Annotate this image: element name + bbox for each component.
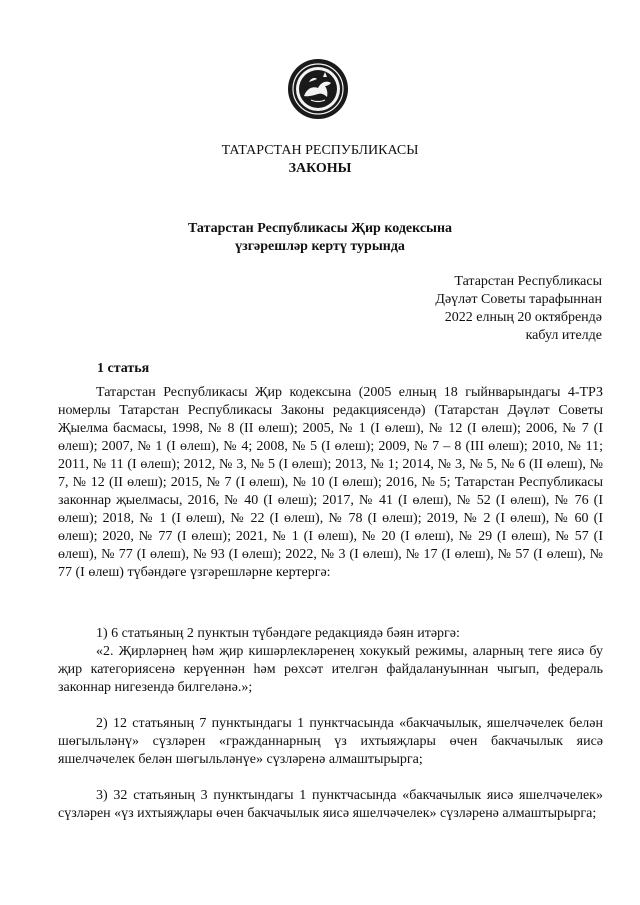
item1-text-paragraph: «2. Җирләрнең һәм җир кишәрлекләренең хокукый режимы, аларның теге яисә бу җир категориясенә керүеннән һәм рөхсәт ителгән файдалануыннан чыгып, федераль законнар нигезендә билгеләнә.»; [58,644,603,695]
document-title-line2: үзгәрешләр кертү турында [235,239,405,254]
adoption-line4: кабул ителде [525,328,602,343]
article-intro-paragraph: Татарстан Республикасы Җир кодексына (2005 елның 18 гыйнварындагы 4-ТРЗ номерлы Татарстан Республикасы Законы редакциясендә) (Татарстан Дәүләт Советы Җыелма басмасы, 1998, № 8 (II өлеш); 2005, № 1 (I өлеш), № 12 (I өлеш); 2006, № 7 (I өлеш); 2007, № 1 (I өлеш), № 4; 2008, № 5 (I өлеш); 2009, № 7 – 8 (III өлеш); 2010, № 11; 2011, № 11 (I өлеш); 2012, № 3, № 5 (I өлеш); 2013, № 1; 2014, № 3, № 5, № 6 (II өлеш), № 7, № 12 (II өлеш); 2015, № 7 (I өлеш), № 10 (I өлеш); 2016, № 5; Татарстан Республикасы законнар җыелмасы, 2016, № 40 (I өлеш); 2017, № 41 (I өлеш), № 52 (I өлеш), № 76 (I өлеш); 2018, № 1 (I өлеш), № 22 (I өлеш), № 78 (I өлеш); 2019, № 2 (I өлеш), № 60 (I өлеш); 2020, № 77 (I өлеш); 2021, № 1 (I өлеш), № 20 (I өлеш), № 29 (I өлеш), № 57 (I өлеш), № 77 (I өлеш), № 93 (I өлеш); 2022, № 3 (I өлеш), № 17 (I өлеш), № 57 (I өлеш), № 77 (I өлеш) түбәндәге үзгәрешләрне кертергә: [58,385,603,580]
document-title-line1: Татарстан Республикасы Җир кодексына [187,221,453,236]
adoption-block [435,273,602,345]
coat-of-arms-emblem [287,58,349,120]
item1-intro-paragraph: 1) 6 статьяның 2 пунктын түбәндәге редакциядә бәян итәргә: [96,626,460,641]
item3-paragraph: 3) 32 статьяның 3 пунктындагы 1 пунктчасында «бакчачылык яисә яшелчәчелек» сүзләрен «үз ихтыяҗлары өчен бакчачылык яисә яшелчәчелек» сүзләренә алмаштырырга; [58,788,603,821]
article-heading: 1 статья [97,361,150,376]
adoption-line2: Дәүләт Советы тарафыннан [435,292,602,307]
header-law: ЗАКОНЫ [288,161,352,176]
header-republic: ТАТАРСТАН РЕСПУБЛИКАСЫ [221,143,419,158]
item2-paragraph: 2) 12 статьяның 7 пунктындагы 1 пунктчасында «бакчачылык, яшелчәчелек белән шөгыльләнү» сүзләрен «гражданнарның үз ихтыяҗлары өчен бакчачылык яисә яшелчәчелек белән шөгыльләнүе» сүзләренә алмаштырырга; [58,716,603,767]
adoption-line1: Татарстан Республикасы [454,274,602,289]
adoption-line3: 2022 елның 20 октябрендә [444,310,602,325]
